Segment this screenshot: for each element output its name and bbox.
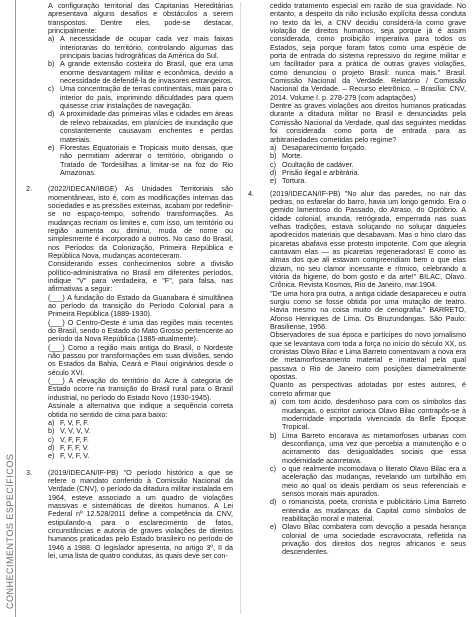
question-number: 3. [26,467,32,477]
q1-options [48,35,233,177]
option-c[interactable]: c) V, F, F, F. [48,434,89,444]
option-e[interactable]: e) Olavo Bilac combatera com devoção a pesada herança colonial de uma sociedade escravocrata, refletida na privação dos direitos dos negros africanos e seus descendentes. [270,522,466,557]
option-a[interactable]: a) com tom ácido, desdenhoso para com os símbolos das mudanças, o escritor carioca Olavo Bilac contrapôs-se à modernidade importada vivenciada da Belle Époque Tropical. [270,397,466,432]
option-a[interactable]: a) A necessidade de ocupar cada vez mais faixas interioranas do território, controlando algumas das principais bacias hidrográficas da América do Sul. [48,34,233,61]
q2-options [48,419,233,461]
option-d[interactable]: d) o romancista, poeta, cronista e publicitário Lima Barreto entendia as mudanças da Capital como símbolos de reabilitação moral e material. [270,497,466,523]
right-column [248,2,466,557]
question-1-continuation [26,2,233,177]
q4-options [270,398,466,557]
option-b[interactable]: b) Morte. [270,151,303,161]
q3-stem-1: (2019/IDECAN/IF-PB) "O período histórico a que se refere o mandato conferido à Comissão Nacional da Verdade (CNV), o período da ditadura militar instalada em 1964, esteve associado a um quadro de violações massivas e sistemáticas de direitos humanos. A Lei Federal nº 12.528/2011 define a competência da CNV, estipulando-a para o esclarecimento de fatos, circunstâncias e autoria de graves violações de direitos humanos praticadas pelo Estado brasileiro no período de 1946 a 1988. O legislador apresenta, no artigo 3º, II da lei, uma lista de quatro condutas, às quais deve ser con- [48,467,233,560]
left-column [26,2,233,560]
question-number: 4. [248,188,254,198]
q2-stem-1: (2022/IDECAN/IBGE) As Unidades Territoriais são momentâneas, isto é, com as modificações internas das sociedades e as pressões externas, acabam por redefinir-se no espaço-tempo, sofrendo transformações. As mudanças recriam os limites e, com isso, um território ou região aumenta ou diminui, muda de nome ou simplesmente é incorporado a outros. No caso do Brasil, nos Períodos da Colonização, Primeira República e República Nova, mudanças aconteceram. [48,184,233,260]
option-c[interactable]: c) Uma concentração de terras continentais, mais para o interior do país, imprimindo dificuldades para quem quisesse criar instalações de navegação. [48,84,233,111]
option-e[interactable]: e) Florestas Equatoriais e Tropicais muito densas, que não permitiam adentrar o território, obrigando o Tratado de Tordesilhas a limitar-se na foz do Rio Amazonas. [48,142,233,177]
q3-text-2: Dentre as graves violações aos direitos humanos praticadas durante a ditadura militar no Brasil e denunciadas pela Comissão Nacional da Verdade, qual das seguintes medidas foi considerada como porta de entrada para as arbitrariedades cometidas pelo regime? [270,101,466,144]
option-d[interactable]: d) Prisão ilegal e arbitrária. [270,167,360,177]
q4-quote-1: (2019/IDECAN/IF-PB) "No aluir das paredes, no ruir das pedras, no esfarelar do barro, havia um longo gemido. Era o gemido lamentoso do Passado, do Atraso, do Opróbrio. A cidade colonial, imunda, retrógrada, emperrada nas suas velhas tradições, estava soluçando no soluçar daqueles apodrecidos materiais que desabavam. Mas o hino claro das picaretas abafava esse protesto impotente. Com que alegria cantavam elas — as picaretas regeneradoras! E como as almas dos que ali estavam compreendiam bem o que elas diziam, no seu clamor incessante e rítmico, celebrando a vitória da higiene, do bom gosto e da arte!" BILAC, Olavo. Crônica. Revista Kosmos, Rio de Janeiro, mar.1904. [270,188,466,290]
q2-stem-2: Considerando esses conhecimentos sobre a divisão político-administrativa no Brasil em diferentes períodos, indique "V" para verdadeira, e "F", para falsa, nas afirmativas a seguir: [48,259,233,294]
option-c[interactable]: c) Ocultação de cadáver. [270,159,354,169]
q2-statement: (___) O Centro-Oeste é uma das regiões mais recentes do Brasil, sendo o Estado do Mato Grosso pertencente ao período da Nova República (1985-atualmente). [48,317,233,344]
option-b[interactable]: b) Lima Barreto encarava as metamorfoses urbanas com desconfiança, uma vez que percebia a manutenção e o acirramento das desigualdades sociais que essa modernidade acarretava. [270,430,466,465]
column-divider [240,2,241,614]
q3-text-1: cedido tratamento especial em razão de sua gravidade. No entanto, a despeito da não inclusão explícita dessa conduta no texto da lei, a CNV decidiu considerá-la como grave violação de direitos humanos, seja porque já é assim considerada, como proibição imperativa para todos os Estados, seja porque foram fatos como uma espécie de porta de entrada do sistema repressivo do regime militar e um facilitador para a prática de outras graves violações, como denunciou o projeto Brasil: nunca mais." Brasil. Comissão Nacional da Verdade. Relatório / Comissão Nacional da Verdade. – Recurso eletrônico. – Brasília: CNV, 2014. Volume I. p. 278-279 (com adaptações) [270,1,466,102]
option-d[interactable]: d) A proximidade das primeiras vilas e cidades em áreas de relevo rebaixadas, em planícies de inundação que constantemente causavam enchentes e perdas materiais. [48,109,233,144]
question-2 [26,185,233,460]
q4-quote-2: "De uma hora pra outra, a antiga cidade desapareceu e outra surgiu como se fosse obtida por uma mutação de teatro. Havia mesmo na coisa muito de cenografia." BARRETO, Afonso Henriques de Lima. Os Bruzundangas. São Paulo: Brasiliense, 1956. [270,288,466,332]
option-d[interactable]: d) F, F, F, V. [48,442,89,452]
q2-stem-3: Assinale a alternativa que indique a sequência correta obtida no sentido de cima para baixo: [48,401,233,419]
option-e[interactable]: e) Tortura. [270,176,307,186]
option-c[interactable]: c) o que realmente incomodava o literato Olavo Bilac era a aceleração das mudanças, revelando um turbilhão em meio ao qual os ideais perdiam os seus referenciais e sensos morais mais apurados. [270,463,466,498]
q4-stem: Observadores de sua época e partícipes do novo jornalismo que se levantava com toda a força no início do século XX, os cronistas Olavo Bilac e Lima Barreto comentavam a nova era de metamorfoseamento material e imaterial pela qual passava o Rio de Janeiro com posições diametralmente opostas. [270,330,466,382]
q1-stem: A configuração territorial das Capitanias Hereditárias apresentava alguns desafios e obstáculos a serem transpostos. Dentre eles, pode-se destacar, principalmente: [48,1,233,36]
question-4 [248,190,466,557]
q2-statement: (___) A fundação do Estado da Guanabara é simultânea ao período da transição do Período Colonial para a Primeira República (1889-1930). [48,292,233,319]
q2-statement: (___) Como a região mais antiga do Brasil, o Nordeste não passou por transformações em suas divisões, sendo os Estados da Bahia, Ceará e Piauí originários desde o século XVI. [48,342,233,377]
question-number: 2. [26,184,32,194]
q4-stem-2: Quanto as perspectivas adotadas por estes autores, é correto afirmar que [270,380,466,398]
section-side-label [0,0,16,617]
option-a[interactable]: a) Desaparecimento forçado. [270,142,367,152]
q3-options [270,144,466,186]
question-3-continuation [248,2,466,186]
option-b[interactable]: b) A grande extensão costeira do Brasil, que era uma enorme desvantagem militar e econômica, devido a necessidade de defendê-la de invasores estrangeiros. [48,59,233,86]
option-a[interactable]: a) F, V, F, F. [48,417,89,427]
option-e[interactable]: e) F, V, F, V. [48,451,90,461]
q2-statement: (___) A elevação do território do Acre à categoria de Estado ocorre na transição do Brasil rural para o Brasil industrial, no período do Estado Novo (1930-1945). [48,376,233,402]
question-3 [26,469,233,561]
option-b[interactable]: b) V, V, V, V. [48,426,91,436]
side-label-text: CONHECIMENTOS ESPECÍFICOS [5,453,15,609]
